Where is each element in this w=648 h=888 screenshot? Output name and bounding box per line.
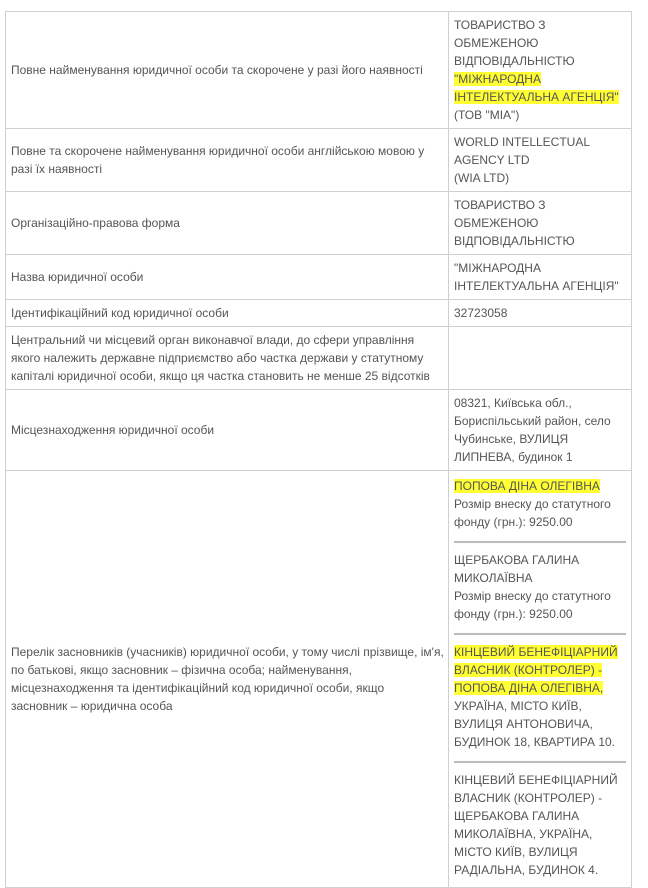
founder-entry <box>454 761 626 883</box>
field-value-line: ТОВАРИСТВО З <box>454 198 546 212</box>
field-label-line: капіталі юридичної особи, якщо ця частка становить не менше 25 відсотків <box>11 369 430 383</box>
field-label <box>6 390 449 471</box>
founder-line: УКРАЇНА, МІСТО КИЇВ, <box>454 699 582 713</box>
legal-entity-table <box>5 11 632 888</box>
field-value <box>449 12 632 129</box>
founder-line: БУДИНОК 18, КВАРТИРА 10. <box>454 735 616 749</box>
field-label-line: Повне найменування юридичної особи та скорочене у разі його наявності <box>11 63 423 77</box>
founder-entry <box>454 633 626 755</box>
founder-line: ВУЛИЦЯ АНТОНОВИЧА, <box>454 717 593 731</box>
founder-line: МИКОЛАЇВНА <box>454 571 533 585</box>
founder-line: Розмір внеску до статутного <box>454 589 611 603</box>
field-label <box>6 129 449 192</box>
field-label-line: Ідентифікаційний код юридичної особи <box>11 306 229 320</box>
field-label-line: Місцезнаходження юридичної особи <box>11 423 215 437</box>
table-row <box>6 129 632 192</box>
founder-line: ВЛАСНИК (КОНТРОЛЕР) - <box>454 663 603 677</box>
field-label <box>6 300 449 327</box>
field-value <box>449 300 632 327</box>
founder-line: ПОПОВА ДІНА ОЛЕГІВНА, <box>454 681 604 695</box>
founder-line: ЩЕРБАКОВА ГАЛИНА <box>454 553 580 567</box>
founder-entry <box>454 475 626 535</box>
field-label-line: Організаційно-правова форма <box>11 216 180 230</box>
field-value-line: "МІЖНАРОДНА <box>454 261 541 275</box>
founders-row <box>6 471 632 888</box>
founder-line: МИКОЛАЇВНА, УКРАЇНА, <box>454 827 593 841</box>
field-value-line: ОБМЕЖЕНОЮ <box>454 216 539 230</box>
field-value-line: AGENCY LTD <box>454 153 530 167</box>
field-value-line: WORLD INTELLECTUAL <box>454 135 591 149</box>
table-row <box>6 192 632 255</box>
field-value <box>449 255 632 300</box>
field-label-line: Перелік засновників (учасників) юридичної особи, у тому числі прізвище, ім'я, <box>11 645 444 659</box>
founder-line: ВЛАСНИК (КОНТРОЛЕР) - <box>454 791 603 805</box>
field-label <box>6 192 449 255</box>
field-label <box>6 12 449 129</box>
field-value-line: ВІДПОВІДАЛЬНІСТЮ <box>454 234 575 248</box>
field-value-line: ВІДПОВІДАЛЬНІСТЮ <box>454 54 575 68</box>
founder-line: КІНЦЕВИЙ БЕНЕФІЦІАРНИЙ <box>454 773 618 787</box>
field-value <box>449 390 632 471</box>
field-label <box>6 471 449 888</box>
field-value-line: 08321, Київська обл., <box>454 396 572 410</box>
founders-list <box>449 471 632 888</box>
field-label-line: по батькові, якщо засновник – фізична особа; найменування, <box>11 663 352 677</box>
table-row <box>6 300 632 327</box>
field-label-line: якого належить державне підприємство або частка держави у статутному <box>11 351 424 365</box>
founder-line: ЩЕРБАКОВА ГАЛИНА <box>454 809 580 823</box>
field-label-line: засновник – юридична особа <box>11 699 173 713</box>
table-row <box>6 12 632 129</box>
founder-line: Розмір внеску до статутного <box>454 497 611 511</box>
field-label <box>6 327 449 390</box>
field-value-line: Чубинське, ВУЛИЦЯ <box>454 432 569 446</box>
founder-line: ПОПОВА ДІНА ОЛЕГІВНА <box>454 479 600 493</box>
founder-line: фонду (грн.): 9250.00 <box>454 515 573 529</box>
field-value-line: ТОВАРИСТВО З <box>454 18 546 32</box>
field-value <box>449 327 632 390</box>
field-label <box>6 255 449 300</box>
field-value <box>449 192 632 255</box>
table-row <box>6 327 632 390</box>
field-label-line: Повне та скорочене найменування юридичної особи англійською мовою у <box>11 144 425 158</box>
field-label-line: місцезнаходження та ідентифікаційний код юридичної особи, якщо <box>11 681 385 695</box>
field-value-line: ІНТЕЛЕКТУАЛЬНА АГЕНЦІЯ" <box>454 90 619 104</box>
field-value-line: 32723058 <box>454 306 508 320</box>
field-value-line: ОБМЕЖЕНОЮ <box>454 36 539 50</box>
field-label-line: Центральний чи місцевий орган виконавчої влади, до сфери управління <box>11 333 415 347</box>
field-value-line: (WIA LTD) <box>454 171 510 185</box>
founder-line: фонду (грн.): 9250.00 <box>454 607 573 621</box>
field-value-line: (ТОВ "МІА") <box>454 108 520 122</box>
founder-line: РАДІАЛЬНА, БУДИНОК 4. <box>454 863 599 877</box>
field-value-line: ІНТЕЛЕКТУАЛЬНА АГЕНЦІЯ" <box>454 279 619 293</box>
field-value-line: "МІЖНАРОДНА <box>454 72 541 86</box>
table-row <box>6 390 632 471</box>
founder-line: КІНЦЕВИЙ БЕНЕФІЦІАРНИЙ <box>454 645 618 659</box>
field-label-line: Назва юридичної особи <box>11 270 144 284</box>
field-label-line: разі їх наявності <box>11 162 103 176</box>
table-row <box>6 255 632 300</box>
field-value <box>449 129 632 192</box>
founder-entry <box>454 541 626 627</box>
field-value-line: ЛИПНЕВА, будинок 1 <box>454 450 573 464</box>
founder-line: МІСТО КИЇВ, ВУЛИЦЯ <box>454 845 578 859</box>
field-value-line: Бориспільський район, село <box>454 414 611 428</box>
